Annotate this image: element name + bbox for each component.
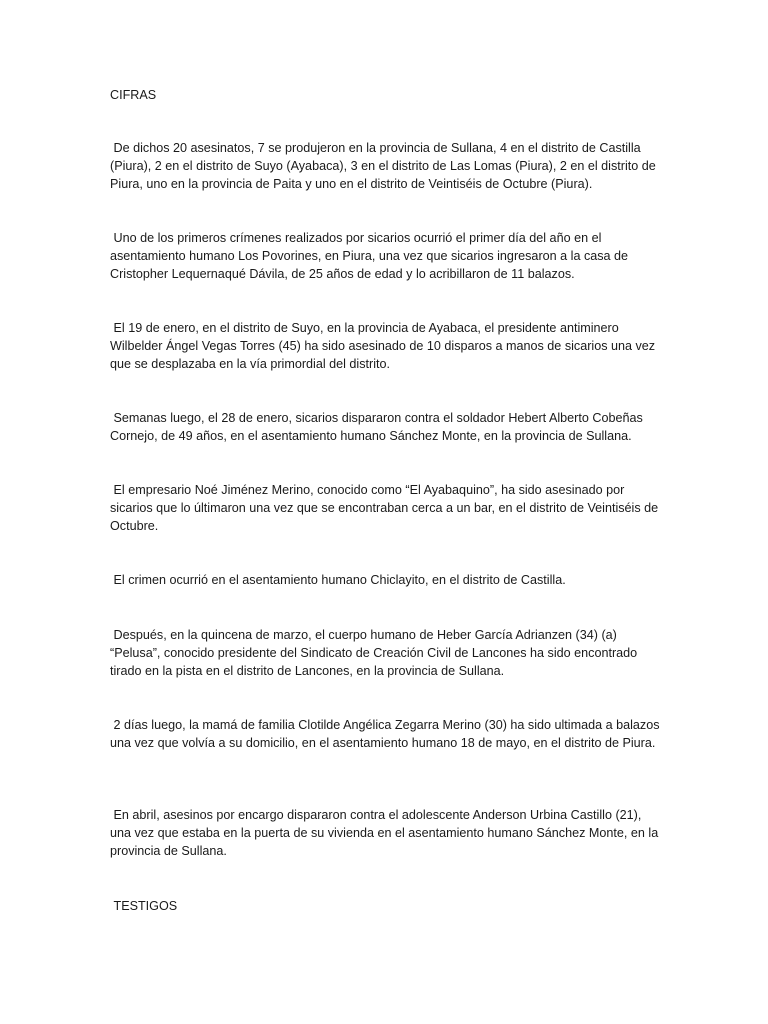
section-heading-cifras: CIFRAS — [110, 88, 157, 102]
paragraph-april-crime: En abril, asesinos por encargo dispararon contra el adolescente Anderson Urbina Castillo (21), una vez que estaba en la puerta de su vivienda en el asentamiento humano Sánchez Monte, en la provincia de Sullana. — [110, 808, 662, 858]
paragraph-first-crime: Uno de los primeros crímenes realizados por sicarios ocurrió el primer día del año en el asentamiento humano Los Povorines, en Piura, una vez que sicarios ingresaron a la casa de Cristopher Lequernaqué Dávila, de 25 años de edad y lo acribillaron de 11 balazos. — [110, 231, 632, 281]
paragraph-summary: De dichos 20 asesinatos, 7 se produjeron en la provincia de Sullana, 4 en el distrito de Castilla (Piura), 2 en el distrito de Suyo (Ayabaca), 3 en el distrito de Las Lomas (Piura), 2 en el distrito de Piura, uno en la provincia de Paita y uno en el distrito de Veintiséis de Octubre (Piura). — [110, 141, 660, 191]
paragraph-sanchez-monte-crime: Semanas luego, el 28 de enero, sicarios dispararon contra el soldador Hebert Alberto Cobeñas Cornejo, de 49 años, en el asentamiento humano Sánchez Monte, en la provincia de Sullana. — [110, 411, 647, 443]
section-heading-testigos: TESTIGOS — [110, 899, 178, 913]
paragraph-lancones-crime: Después, en la quincena de marzo, el cuerpo humano de Heber García Adrianzen (34) (a) “Pelusa”, conocido presidente del Sindicato de Creación Civil de Lancones ha sido encontrado tirado en la pista en el distrito de Lancones, en la provincia de Sullana. — [110, 628, 641, 678]
paragraph-chiclayito: El crimen ocurrió en el asentamiento humano Chiclayito, en el distrito de Castilla. — [110, 573, 566, 587]
paragraph-ayabaquino-crime: El empresario Noé Jiménez Merino, conocido como “El Ayabaquino”, ha sido asesinado por sicarios que lo últimaron una vez que se encontraban cerca a un bar, en el distrito de Veintiséis de Octubre. — [110, 483, 662, 533]
paragraph-piura-crime: 2 días luego, la mamá de familia Clotilde Angélica Zegarra Merino (30) ha sido ultimada a balazos una vez que volvía a su domicilio, en el asentamiento humano 18 de mayo, en el distrito de Piura. — [110, 718, 664, 750]
paragraph-suyo-crime: El 19 de enero, en el distrito de Suyo, en la provincia de Ayabaca, el presidente antiminero Wilbelder Ángel Vegas Torres (45) ha sido asesinado de 10 disparos a manos de sicarios una vez que se desplazaba en la vía primordial del distrito. — [110, 321, 659, 371]
